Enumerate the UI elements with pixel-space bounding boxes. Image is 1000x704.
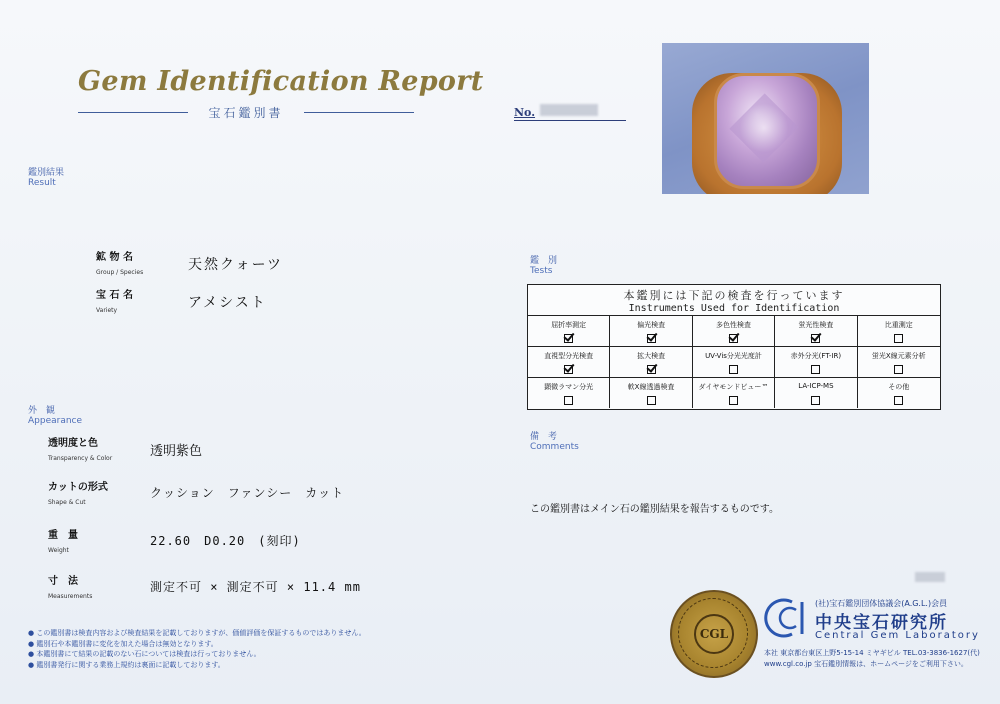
color-label: [48, 438, 112, 465]
test-item: [528, 316, 610, 347]
test-item-name: 偏光検査: [637, 321, 666, 329]
checked-box-icon: [647, 334, 656, 343]
color-value: 透明紫色: [150, 444, 203, 459]
unchecked-box-icon: [647, 396, 656, 405]
weight-label-en: Weight: [48, 547, 69, 554]
subtitle-rule-right: [304, 112, 414, 113]
test-item: [693, 347, 775, 378]
species-label-jp: 鉱 物 名: [96, 252, 133, 263]
footer-note: ● 鑑別書発行に関する業務上規約は裏面に記載しております。: [28, 660, 225, 669]
org-website[interactable]: www.cgl.co.jp 宝石鑑別情報は、ホームページをご利用下さい。: [764, 660, 968, 668]
test-item: [693, 378, 775, 408]
section-appearance: [28, 406, 82, 426]
checked-box-icon: [811, 334, 820, 343]
org-name-en: Central Gem Laboratory: [815, 630, 980, 641]
tests-heading-jp: 本鑑別には下記の検査を行っています: [623, 289, 845, 302]
section-result-jp: 鑑別結果: [28, 168, 65, 178]
tests-table-header: [528, 285, 940, 316]
report-title: Gem Identification Report: [78, 66, 484, 97]
tests-grid: [528, 316, 940, 408]
measurements-label-en: Measurements: [48, 593, 93, 600]
unchecked-box-icon: [894, 334, 903, 343]
test-item-name: その他: [888, 383, 910, 391]
tests-heading-en: Instruments Used for Identification: [628, 303, 840, 314]
test-item-name: ダイヤモンドビュー™: [698, 383, 769, 391]
test-item: [610, 347, 692, 378]
test-item-name: 顕微ラマン分光: [544, 383, 594, 391]
unchecked-box-icon: [729, 396, 738, 405]
measurements-label: [48, 576, 92, 603]
measurements-label-jp: 寸 法: [48, 576, 78, 587]
color-label-jp: 透明度と色: [48, 438, 98, 449]
species-value: 天然クォーツ: [188, 257, 284, 273]
test-item: [610, 316, 692, 347]
test-item-name: 軟X線透過検査: [627, 383, 675, 391]
redacted-code: [915, 572, 945, 582]
species-label-en: Group / Species: [96, 269, 144, 276]
section-tests: [530, 256, 557, 276]
variety-label: [96, 290, 133, 317]
test-item-name: 蛍光X線元素分析: [871, 352, 926, 360]
checked-box-icon: [564, 334, 573, 343]
section-comments-en: Comments: [530, 442, 579, 452]
test-item-name: UV-Vis分光光度計: [705, 352, 762, 360]
color-label-en: Transparency & Color: [48, 455, 113, 462]
test-item: [858, 347, 940, 378]
test-item: [610, 378, 692, 408]
test-item-name: 比重測定: [884, 321, 913, 329]
seal-emblem: CGL: [694, 614, 734, 654]
test-item-name: 屈折率測定: [551, 321, 587, 329]
checked-box-icon: [729, 334, 738, 343]
section-result: [28, 168, 64, 188]
test-item: [775, 316, 857, 347]
section-tests-jp: 鑑 別: [530, 256, 558, 266]
tests-table: [527, 284, 941, 410]
comments-text: この鑑別書はメイン石の鑑別結果を報告するものです。: [530, 504, 779, 515]
test-item: [858, 378, 940, 408]
subtitle-rule-left: [78, 112, 188, 113]
subtitle-text: 宝石鑑別書: [208, 106, 284, 120]
test-item-name: 蛍光性検査: [798, 321, 834, 329]
weight-label: [48, 530, 78, 557]
report-number-label: No.: [514, 106, 536, 119]
test-item: [775, 378, 857, 408]
unchecked-box-icon: [811, 365, 820, 374]
section-appearance-jp: 外 観: [28, 406, 56, 416]
unchecked-box-icon: [894, 365, 903, 374]
section-tests-en: Tests: [530, 266, 553, 276]
report-subtitle: [78, 104, 414, 120]
section-comments: [530, 432, 579, 452]
test-item-name: 直視型分光検査: [544, 352, 594, 360]
variety-value: アメシスト: [188, 295, 267, 311]
test-item: [693, 316, 775, 347]
test-item-name: 赤外分光(FT-IR): [790, 352, 842, 360]
shape-value: クッション ファンシー カット: [150, 486, 345, 500]
checked-box-icon: [647, 365, 656, 374]
unchecked-box-icon: [894, 396, 903, 405]
unchecked-box-icon: [729, 365, 738, 374]
weight-value: 22.60 D0.20 (刻印): [150, 534, 301, 548]
test-item-name: 拡大検査: [637, 352, 666, 360]
checked-box-icon: [564, 365, 573, 374]
species-label: [96, 252, 143, 279]
shape-label-en: Shape & Cut: [48, 499, 86, 506]
measurements-value: 測定不可 × 測定不可 × 11.4 mm: [150, 580, 361, 594]
unchecked-box-icon: [811, 396, 820, 405]
footer-note: ● 鑑別石や本鑑別書に変化を加えた場合は無効となります。: [28, 639, 218, 648]
org-affiliation: (社)宝石鑑別団体協議会(A.G.L.)会員: [815, 599, 948, 608]
report-number-rule: [514, 120, 626, 121]
cgl-logo-icon: [762, 594, 810, 642]
test-item-name: LA-ICP-MS: [798, 382, 834, 390]
variety-label-jp: 宝 石 名: [96, 290, 133, 301]
unchecked-box-icon: [564, 396, 573, 405]
test-item-name: 多色性検査: [715, 321, 751, 329]
test-item: [528, 378, 610, 408]
org-name-jp: 中央宝石研究所: [815, 613, 948, 633]
org-address: 本社 東京都台東区上野5-15-14 ミヤギビル TEL.03-3836-1627(代): [764, 649, 980, 657]
test-item: [775, 347, 857, 378]
section-appearance-en: Appearance: [28, 416, 83, 426]
shape-label-jp: カットの形式: [48, 482, 108, 493]
ring-photo: [662, 43, 869, 194]
footer-note: ● この鑑別書は検査内容および検査結果を記載しておりますが、価値評価を保証するものではありません。: [28, 629, 366, 637]
gold-seal: [670, 590, 758, 678]
variety-label-en: Variety: [96, 307, 118, 314]
footer-note: ● 本鑑別書にて結果の記載のない石については検査は行っておりません。: [28, 650, 261, 658]
test-item: [858, 316, 940, 347]
section-comments-jp: 備 考: [530, 432, 558, 442]
weight-label-jp: 重 量: [48, 530, 78, 541]
footer-notes: [28, 628, 366, 670]
test-item: [528, 347, 610, 378]
report-number-redacted: [540, 104, 598, 116]
shape-label: [48, 482, 108, 509]
section-result-en: Result: [28, 178, 56, 188]
